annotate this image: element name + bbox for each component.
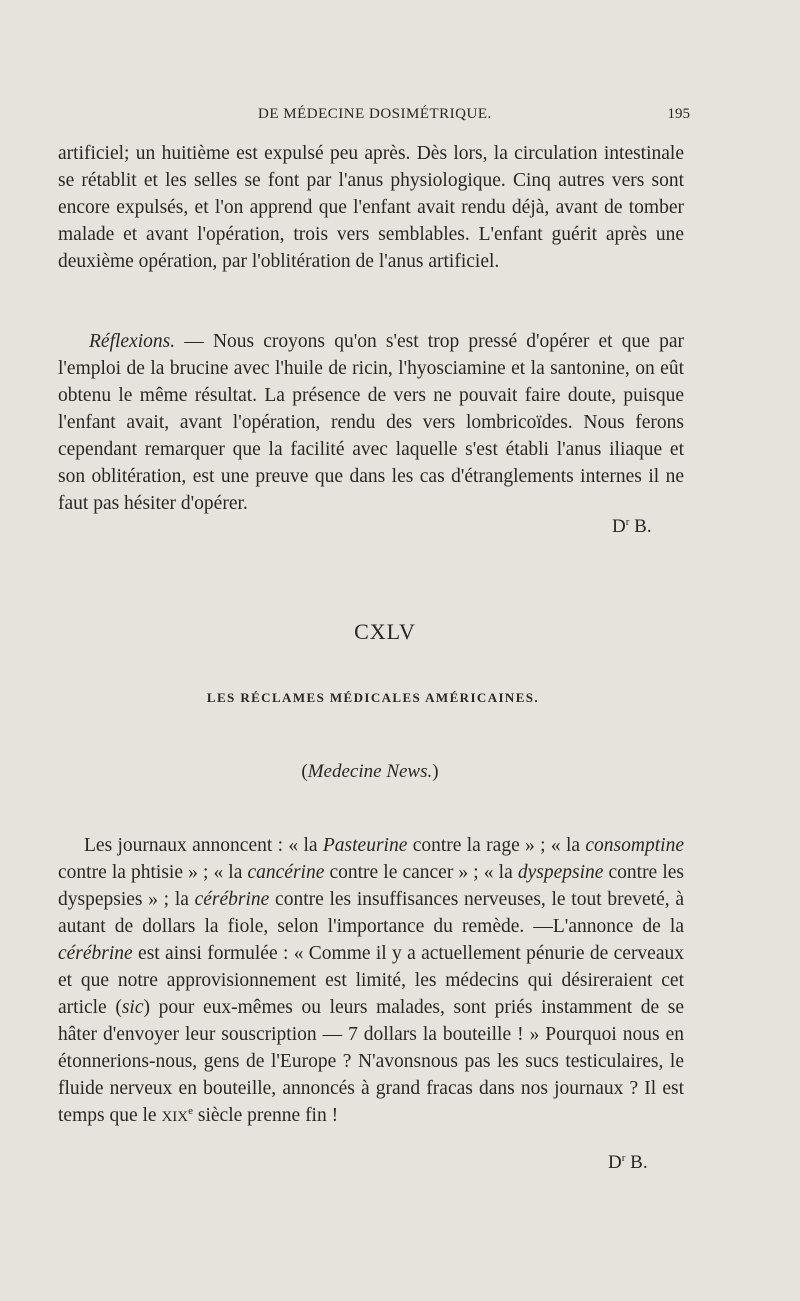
signature-dr-sup: r xyxy=(625,516,630,528)
text-run: Les journaux annoncent : « la xyxy=(84,835,323,856)
source-open-paren: ( xyxy=(301,761,308,782)
text-run: contre la phtisie » ; « la xyxy=(58,862,248,883)
italic-term: cérébrine xyxy=(194,889,270,910)
italic-term: cancérine xyxy=(247,862,325,883)
paragraph-ads-body xyxy=(58,832,684,1131)
signature-author xyxy=(612,516,652,538)
signature-initial: B. xyxy=(629,516,652,537)
paragraph-reflexions-body xyxy=(58,328,684,517)
reflexions-lead: Réflexions. xyxy=(89,331,176,352)
italic-term: sic xyxy=(121,997,144,1018)
text-run: contre la rage » ; « la xyxy=(407,835,586,856)
page-number: 195 xyxy=(667,106,690,122)
italic-term: Pasteurine xyxy=(322,835,408,856)
source-close-paren: ) xyxy=(432,761,439,782)
text-run: contre le cancer » ; « la xyxy=(324,862,518,883)
text-run: siècle prenne fin ! xyxy=(193,1105,339,1126)
section-source xyxy=(0,761,740,783)
section-number: CXLV xyxy=(354,619,416,644)
paragraph-case-conclusion xyxy=(58,140,684,275)
italic-term: consomptine xyxy=(585,835,684,856)
century-numeral: XIX xyxy=(161,1109,189,1125)
signature-author xyxy=(608,1152,648,1174)
italic-term: dyspepsine xyxy=(517,862,604,883)
text-run: est ainsi formulée : « Comme il y a actuellement pénurie de cerveaux et que notre approvisionnement est limité, les médecins qui désireraient cet article ( xyxy=(58,943,684,1018)
signature-dr-sup: r xyxy=(621,1152,626,1164)
text-run: contre les insuffisances nerveuses, le tout breveté, à autant de dollars la fiole, selon l'importance du remède. —L'annonce de la xyxy=(58,889,684,937)
source-name: Medecine News. xyxy=(307,761,433,782)
signature-dr: D xyxy=(612,516,626,537)
text-run: ) pour eux-mêmes ou leurs malades, sont priés instamment de se hâter d'envoyer leur souscription — 7 dollars la bouteille ! » Pourquoi nous en étonnerions-nous, gens de l'Europe ? N'avonsnous pas les sucs testiculaires, le fluide nerveux en bouteille, annoncés à grand fracas dans nos journaux ? Il est temps que le xyxy=(58,997,684,1126)
reflexions-text: — Nous croyons qu'on s'est trop pressé d'opérer et que par l'emploi de la brucine avec l'huile de ricin, l'hyosciamine et la santonine, on eût obtenu le même résultat. La présence de vers ne pouvait faire doute, puisque l'enfant avait, avant l'opération, rendu des vers lombricoïdes. Nous ferons cependant remarquer que la facilité avec laquelle s'est établi l'anus iliaque et son oblitération, est une preuve que dans les cas d'étranglements internes il ne faut pas hésiter d'opérer. xyxy=(58,331,684,514)
signature-dr: D xyxy=(608,1152,622,1173)
paragraph-reflexions xyxy=(58,328,684,517)
section-title: LES RÉCLAMES MÉDICALES AMÉRICAINES. xyxy=(206,690,540,705)
paragraph-text: artificiel; un huitième est expulsé peu après. Dès lors, la circulation intestinale se rétablit et les selles se font par l'anus physiologique. Cinq autres vers sont encore expulsés, et l'on apprend que l'enfant avait rendu déjà, avant de tomber malade et avant l'opération, trois vers semblables. L'enfant guérit après une deuxième opération, par l'oblitération de l'anus artificiel. xyxy=(58,143,684,272)
paragraph-american-ads xyxy=(58,832,684,1131)
signature-initial: B. xyxy=(625,1152,648,1173)
text-run: contre les dyspepsies » ; la xyxy=(58,862,684,910)
italic-term: cérébrine xyxy=(58,943,133,964)
century-sup: e xyxy=(188,1105,193,1117)
running-header: DE MÉDECINE DOSIMÉTRIQUE. xyxy=(258,106,492,122)
